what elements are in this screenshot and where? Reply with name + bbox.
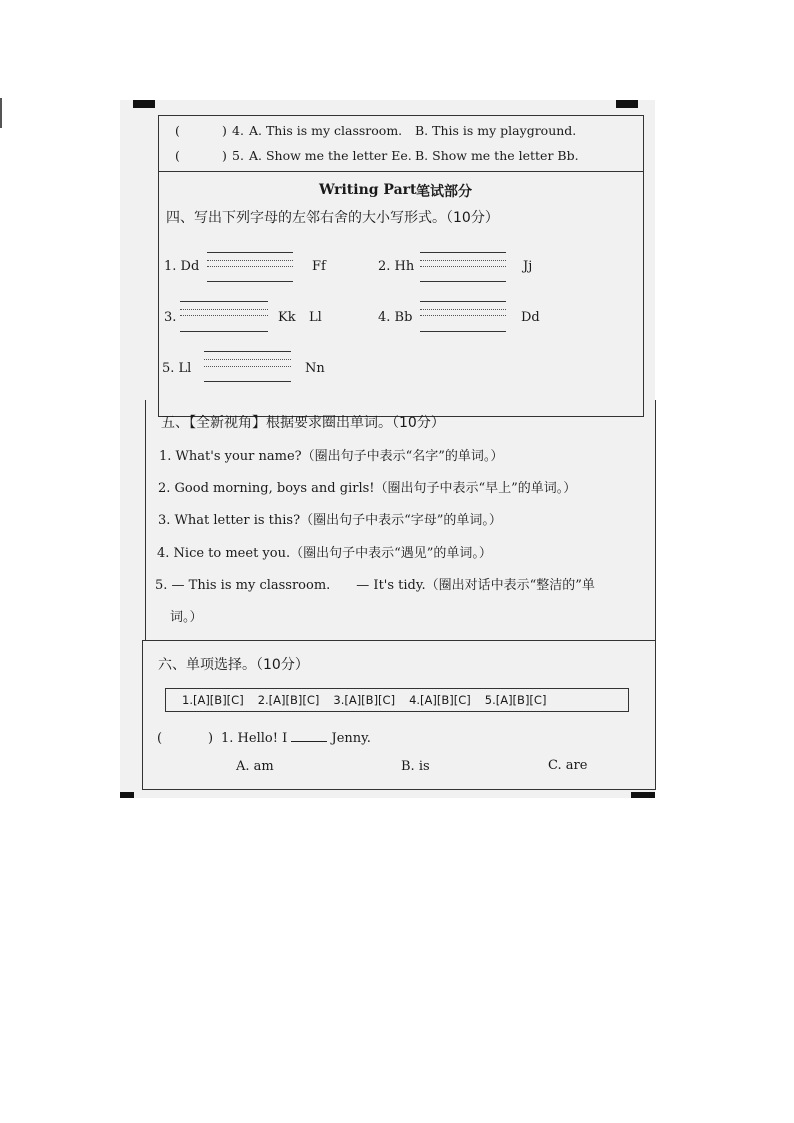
answer-choice-3[interactable]: 3.[A][B][C]: [333, 693, 396, 707]
writing-line: [420, 301, 506, 302]
mc-q1-paren-open: (: [157, 731, 163, 746]
letter-item-2-label: 2. Hh: [378, 259, 415, 274]
writing-line: [207, 252, 293, 253]
writing-guide-dots: [207, 260, 293, 261]
circle-item-3: 3. What letter is this?（圈出句子中表示“字母”的单词。）: [158, 513, 502, 528]
circle-item-1: 1. What's your name?（圈出句子中表示“名字”的单词。）: [159, 449, 504, 464]
writing-line: [420, 252, 506, 253]
mc-q1-option-a: A. am: [236, 759, 274, 774]
registration-mark-bottom-left: [120, 792, 134, 798]
mc-q1-stem-before: 1. Hello! I: [221, 731, 288, 746]
q4-paren-open: (: [175, 123, 180, 138]
letter-item-4-label: 4. Bb: [378, 310, 413, 325]
scan-edge-mark: [0, 98, 2, 128]
letter-item-3-right-2: Ll: [309, 310, 322, 325]
writing-line: [420, 281, 506, 282]
writing-guide-dots: [207, 266, 293, 267]
mc-q1-option-b: B. is: [401, 759, 430, 774]
circle-item-5-cont: 词。）: [170, 610, 203, 625]
letter-item-1-right: Ff: [312, 259, 326, 274]
scanned-page: [120, 100, 655, 798]
letter-item-5-right: Nn: [305, 361, 325, 376]
q4-option-a: A. This is my classroom.: [249, 123, 403, 138]
writing-line: [180, 301, 268, 302]
writing-guide-dots: [420, 266, 506, 267]
registration-mark-bottom-right: [631, 792, 655, 798]
answer-choice-4[interactable]: 4.[A][B][C]: [409, 693, 471, 707]
writing-guide-dots: [420, 315, 506, 316]
letter-item-3-label: 3.: [164, 310, 177, 325]
section-four-heading: 四、写出下列字母的左邻右舍的大小写形式。（10分）: [166, 210, 499, 226]
writing-line: [204, 381, 291, 382]
q5-option-b: B. Show me the letter Bb.: [415, 148, 579, 163]
answer-sheet-box: [165, 688, 629, 712]
writing-line: [420, 331, 506, 332]
writing-guide-dots: [180, 315, 268, 316]
q4-number: 4.: [232, 123, 244, 138]
letter-item-3-right: Kk: [278, 310, 296, 325]
mc-q1-paren-close: ): [208, 731, 214, 746]
section-divider: [159, 171, 643, 172]
mc-q1-option-c: C. are: [548, 758, 588, 773]
circle-item-5: 5. — This is my classroom. — It's tidy.（圈出对话中表示“整洁的”单: [155, 578, 595, 593]
letter-item-2-right: Jj: [523, 259, 533, 274]
section-six-heading: 六、单项选择。（10分）: [158, 657, 309, 673]
letter-item-4-right: Dd: [521, 310, 540, 325]
letter-item-5-label: 5. Ll: [162, 361, 192, 376]
writing-part-title: Writing Part: [319, 182, 417, 198]
mc-q1-stem-after: Jenny.: [331, 731, 371, 746]
answer-choice-5[interactable]: 5.[A][B][C]: [484, 693, 547, 707]
writing-line: [204, 351, 291, 352]
registration-mark-top-left: [133, 100, 155, 108]
q5-option-a: A. Show me the letter Ee.: [249, 148, 412, 163]
writing-guide-dots: [204, 359, 291, 360]
registration-mark-top-right: [616, 100, 638, 108]
q5-paren-open: (: [175, 148, 180, 163]
writing-part-title-cn: 笔试部分: [416, 184, 472, 200]
writing-line: [180, 331, 268, 332]
writing-guide-dots: [420, 309, 506, 310]
writing-guide-dots: [180, 309, 268, 310]
circle-item-4: 4. Nice to meet you.（圈出句子中表示“遇见”的单词。）: [157, 546, 492, 561]
writing-guide-dots: [204, 366, 291, 367]
answer-choice-1[interactable]: 1.[A][B][C]: [182, 693, 244, 707]
writing-guide-dots: [420, 260, 506, 261]
q5-paren-close: ): [222, 148, 227, 163]
mc-q1-stem: [221, 731, 371, 746]
writing-line: [207, 281, 293, 282]
q4-option-b: B. This is my playground.: [415, 123, 577, 138]
letter-item-1-label: 1. Dd: [164, 259, 200, 274]
answer-blank[interactable]: [291, 731, 327, 742]
q5-number: 5.: [232, 148, 244, 163]
q4-paren-close: ): [222, 123, 227, 138]
circle-item-2: 2. Good morning, boys and girls!（圈出句子中表示“早上”的单词。）: [158, 481, 577, 496]
answer-choice-2[interactable]: 2.[A][B][C]: [257, 693, 320, 707]
section-five-heading: 五、【全新视角】根据要求圈出单词。（10分）: [161, 415, 445, 431]
